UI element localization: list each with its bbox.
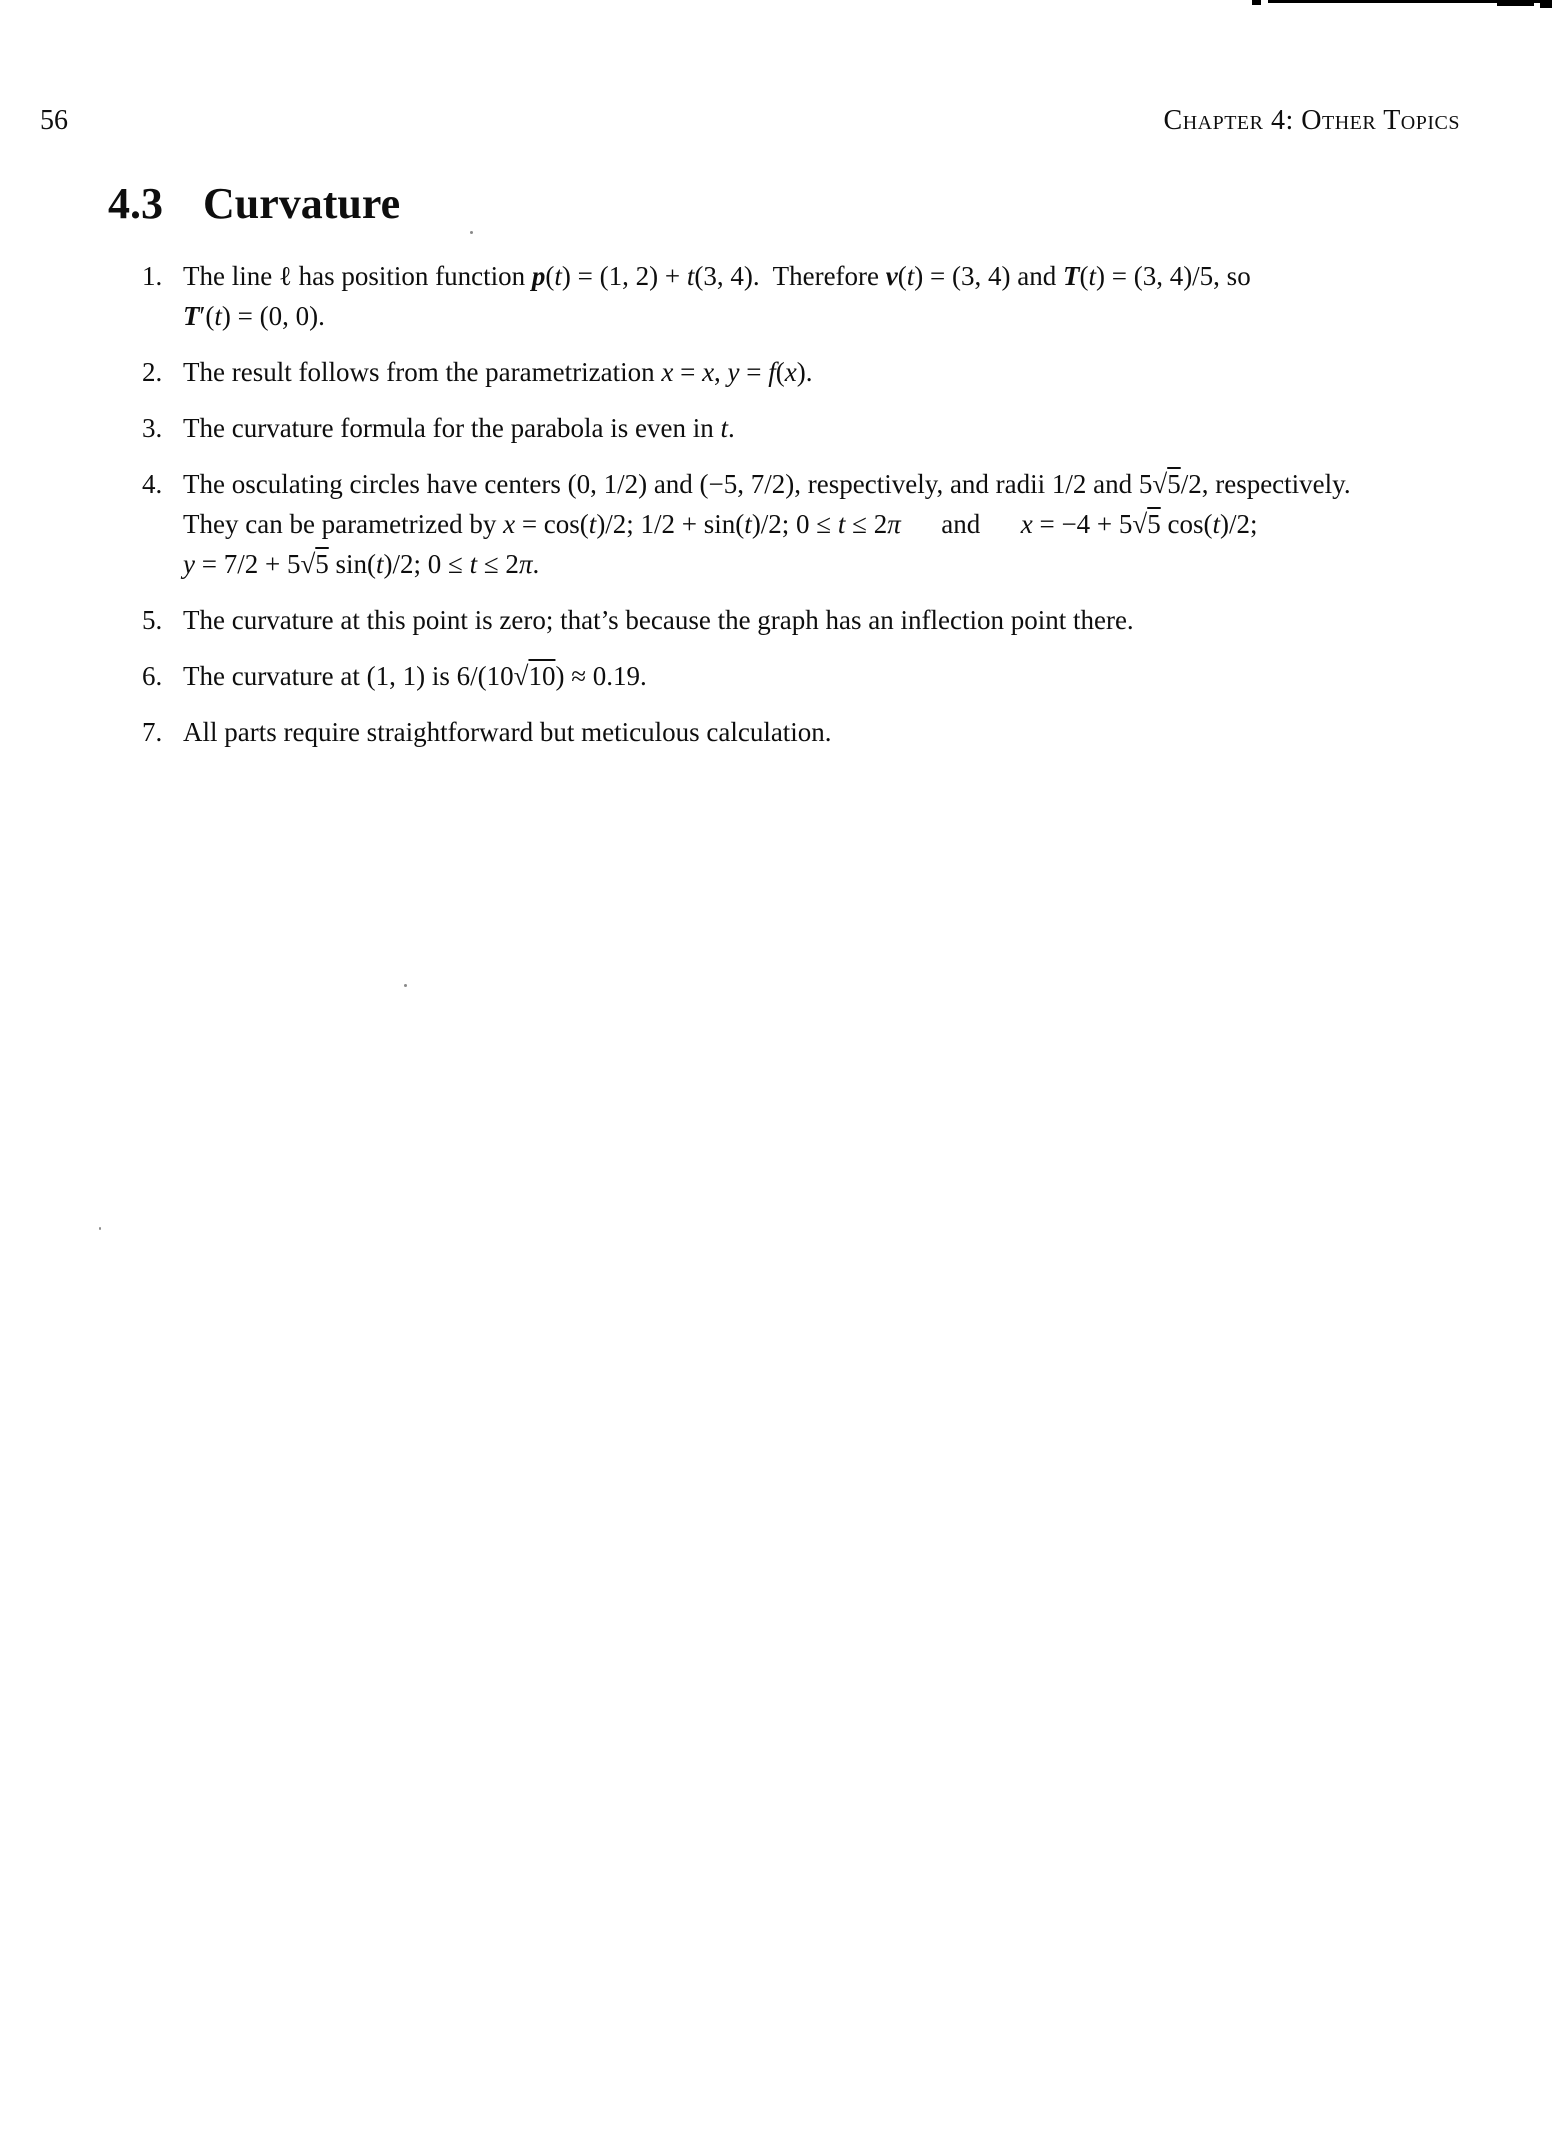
item-text: The curvature at (1, 1) is 6/(10√10) ≈ 0.19. [183,661,647,691]
item-number: 7. [142,717,163,747]
item-number: 5. [142,605,163,635]
item-text: The result follows from the parametrization x = x, y = f(x). [183,357,813,387]
scan-artifact-line [1497,0,1534,6]
page-number: 56 [40,105,68,136]
section-title: Curvature [203,179,401,228]
item-text: All parts require straightforward but meticulous calculation. [183,717,832,747]
list-item [142,256,1507,336]
chapter-running-header: Chapter 4: Other Topics [1163,105,1460,136]
item-number: 3. [142,413,163,443]
list-item [142,656,1507,696]
scan-speck [470,231,473,234]
item-number: 1. [142,261,163,291]
solutions-list [142,256,1507,768]
item-number: 2. [142,357,163,387]
list-item [142,408,1507,448]
scan-speck [99,1227,101,1230]
list-item [142,712,1507,752]
scan-artifact-line [1540,0,1552,8]
item-text: The curvature at this point is zero; that’s because the graph has an inflection point there. [183,605,1134,635]
list-item [142,464,1507,584]
section-heading [108,178,400,230]
item-number: 4. [142,469,163,499]
scan-artifact-line [1252,0,1261,5]
list-item [142,352,1507,392]
section-number: 4.3 [108,179,163,228]
item-number: 6. [142,661,163,691]
item-text: The osculating circles have centers (0, 1/2) and (−5, 7/2), respectively, and radii 1/2 and 5√5/2, respectively. They can be parametrized by x = cos(t)/2; 1/2 + sin(t)/2; 0 ≤ t ≤ 2π and x = −4 + 5√5 cos(t)/2; y = 7/2 + 5√5 sin(t)/2; 0 ≤ t ≤ 2π. [183,469,1351,579]
scan-speck [404,984,407,987]
item-text: The curvature formula for the parabola is even in t. [183,413,735,443]
list-item [142,600,1507,640]
item-text: The line ℓ has position function p(t) = (1, 2) + t(3, 4). Therefore v(t) = (3, 4) and T(t) = (3, 4)/5, so T′(t) = (0, 0). [183,261,1251,331]
